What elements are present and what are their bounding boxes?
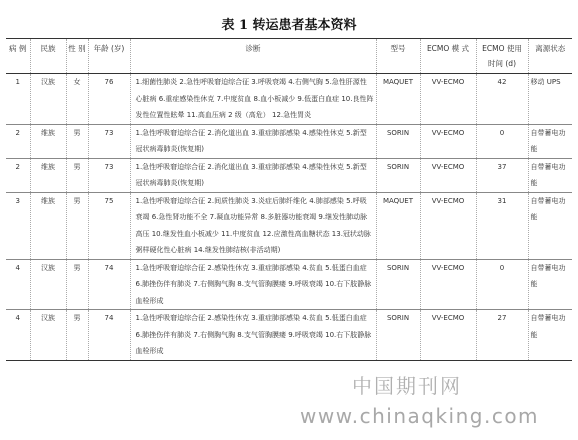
cell-ecmo-time: 42	[476, 74, 528, 125]
cell-age: 73	[88, 158, 130, 192]
cell-model: MAQUET	[376, 74, 420, 125]
cell-age: 74	[88, 310, 130, 361]
cell-case-no: 4	[6, 259, 30, 310]
table-row	[6, 192, 572, 259]
header-diagnosis: 诊断	[130, 39, 376, 74]
cell-sex: 男	[66, 192, 88, 259]
cell-diagnosis: 1.急性呼吸窘迫综合征 2.感染性休克 3.重症肺部感染 4.贫血 5.低蛋白血症 6.肺挫伤伴有肺炎 7.右侧胸气胸 8.支气管胸膜瘘 9.呼吸衰竭 10.右下肢静脉血栓形成	[130, 310, 376, 361]
table-header-row	[6, 39, 572, 74]
cell-ecmo-mode: VV-ECMO	[420, 74, 476, 125]
cell-ethnicity: 汉族	[30, 310, 66, 361]
table-row	[6, 310, 572, 361]
table-title: 表 1 转运患者基本资料	[221, 18, 357, 33]
cell-model: MAQUET	[376, 192, 420, 259]
cell-ethnicity: 维族	[30, 158, 66, 192]
cell-model: SORIN	[376, 158, 420, 192]
cell-ecmo-time: 31	[476, 192, 528, 259]
cell-diagnosis: 1.细菌性肺炎 2.急性呼吸窘迫综合征 3.呼吸衰竭 4.右侧气胸 5.急性肝源性心脏病 6.重症感染性休克 7.中度贫血 8.血小板减少 9.低蛋白血症 10.良性阵发性位置性眩晕 11.高血压病 2 级（高危） 12.急性胃炎	[130, 74, 376, 125]
header-age: 年龄 (岁)	[88, 39, 130, 74]
cell-ethnicity: 维族	[30, 124, 66, 158]
cell-sex: 男	[66, 310, 88, 361]
cell-model: SORIN	[376, 310, 420, 361]
cell-ethnicity: 汉族	[30, 74, 66, 125]
cell-case-no: 2	[6, 124, 30, 158]
cell-ecmo-mode: VV-ECMO	[420, 192, 476, 259]
header-ecmo-mode: ECMO 模 式	[420, 39, 476, 74]
table-row	[6, 124, 572, 158]
cell-model: SORIN	[376, 124, 420, 158]
header-model: 型号	[376, 39, 420, 74]
table-row	[6, 158, 572, 192]
cell-ecmo-mode: VV-ECMO	[420, 124, 476, 158]
cell-ecmo-time: 27	[476, 310, 528, 361]
cell-case-no: 3	[6, 192, 30, 259]
header-ethnicity: 民族	[30, 39, 66, 74]
cell-power-state: 移动 UPS	[528, 74, 572, 125]
table-row	[6, 259, 572, 310]
cell-ecmo-time: 0	[476, 124, 528, 158]
cell-ecmo-mode: VV-ECMO	[420, 158, 476, 192]
cell-ecmo-time: 37	[476, 158, 528, 192]
table-row	[6, 74, 572, 125]
patient-table-wrapper	[6, 38, 572, 361]
cell-age: 73	[88, 124, 130, 158]
cell-power-state: 自带蓄电功能	[528, 259, 572, 310]
cell-model: SORIN	[376, 259, 420, 310]
header-power-state: 离源状态	[528, 39, 572, 74]
cell-ethnicity: 维族	[30, 192, 66, 259]
cell-age: 75	[88, 192, 130, 259]
cell-ecmo-time: 0	[476, 259, 528, 310]
header-ecmo-time: ECMO 使用 时间 (d)	[476, 39, 528, 74]
cell-sex: 男	[66, 124, 88, 158]
cell-sex: 男	[66, 158, 88, 192]
cell-age: 76	[88, 74, 130, 125]
cell-ethnicity: 汉族	[30, 259, 66, 310]
cell-sex: 男	[66, 259, 88, 310]
cell-power-state: 自带蓄电功能	[528, 124, 572, 158]
header-case-no: 病 例	[6, 39, 30, 74]
cell-power-state: 自带蓄电功能	[528, 310, 572, 361]
cell-case-no: 2	[6, 158, 30, 192]
watermark-url: www.chinaqking.com	[300, 404, 540, 428]
header-sex: 性 别	[66, 39, 88, 74]
cell-diagnosis: 1.急性呼吸窘迫综合征 2.消化道出血 3.重症肺部感染 4.感染性休克 5.新型冠状病毒肺炎(恢复期)	[130, 124, 376, 158]
cell-case-no: 1	[6, 74, 30, 125]
cell-power-state: 自带蓄电功能	[528, 158, 572, 192]
cell-ecmo-mode: VV-ECMO	[420, 310, 476, 361]
cell-diagnosis: 1.急性呼吸窘迫综合征 2.消化道出血 3.重症肺部感染 4.感染性休克 5.新型冠状病毒肺炎(恢复期)	[130, 158, 376, 192]
cell-power-state: 自带蓄电功能	[528, 192, 572, 259]
cell-diagnosis: 1.急性呼吸窘迫综合征 2.间质性肺炎 3.炎症后肺纤维化 4.肺部感染 5.呼吸衰竭 6.急性肾功能不全 7.凝血功能异常 8.多脏器功能衰竭 9.继发性肺动脉高压 10.继发性血小板减少 11.中度贫血 12.应激性高血糖状态 13.冠状动脉粥样硬化性心脏病 14.继发性肺结核(非活动期)	[130, 192, 376, 259]
cell-age: 74	[88, 259, 130, 310]
cell-case-no: 4	[6, 310, 30, 361]
cell-diagnosis: 1.急性呼吸窘迫综合征 2.感染性休克 3.重症肺部感染 4.贫血 5.低蛋白血症 6.肺挫伤伴有肺炎 7.右侧胸气胸 8.支气管胸膜瘘 9.呼吸衰竭 10.右下肢静脉血栓形成	[130, 259, 376, 310]
patient-info-table	[6, 38, 572, 361]
cell-sex: 女	[66, 74, 88, 125]
cell-ecmo-mode: VV-ECMO	[420, 259, 476, 310]
watermark-cn: 中国期刊网	[352, 374, 462, 398]
